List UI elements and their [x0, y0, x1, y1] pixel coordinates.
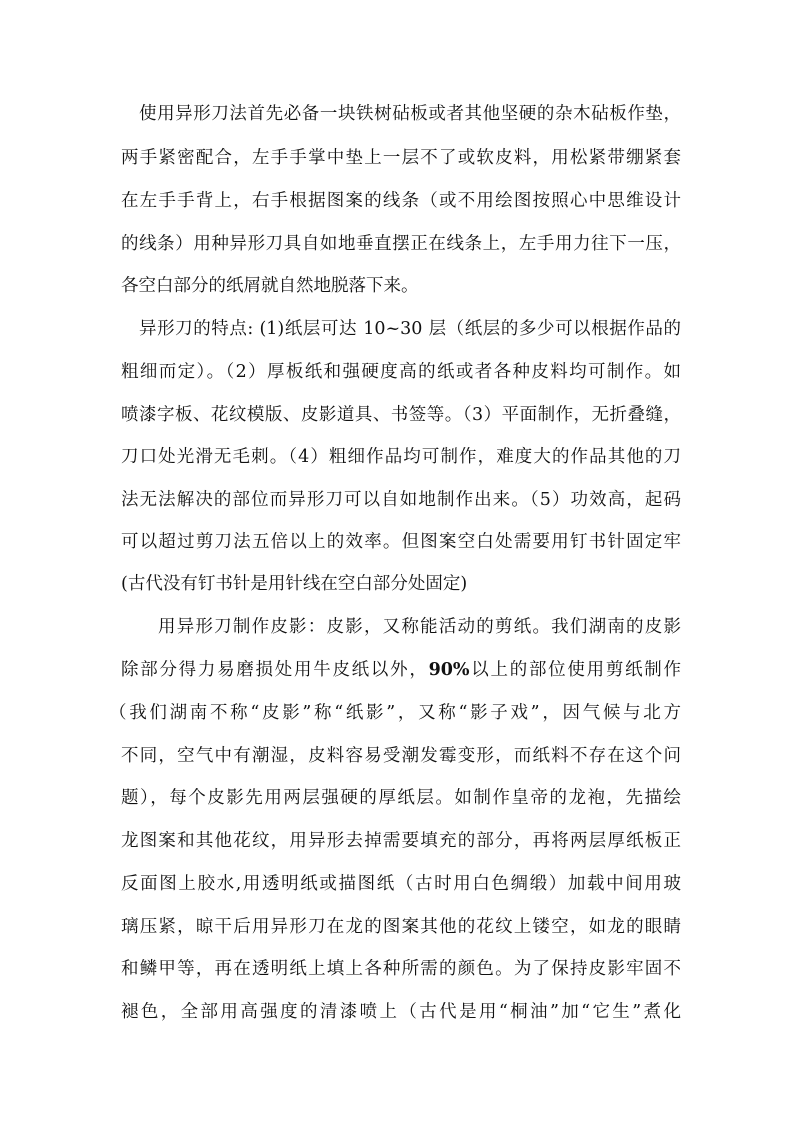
paragraph-2-line-2: 粗细而定）。（2）厚板纸和强硬度高的纸或者各种皮料均可制作。如: [121, 362, 681, 382]
paragraph-3-line-2-after: 以上的部位使用剪纸制作: [469, 660, 682, 680]
paragraph-1-line-4: 的线条）用种异形刀具自如地垂直摆正在线条上，左手用力往下一压，: [121, 234, 681, 254]
paragraph-1-line-2: 两手紧密配合，左手手掌中垫上一层不了或软皮料，用松紧带绷紧套: [121, 148, 681, 168]
paragraph-1-line-3: 在左手手背上，右手根据图案的线条（或不用绘图按照心中思维设计: [121, 191, 681, 211]
paragraph-2-line-5: 法无法解决的部位而异形刀可以自如地制作出来。（5）功效高，起码: [121, 490, 681, 510]
paragraph-1-line-1: 使用异形刀法首先必备一块铁树砧板或者其他坚硬的杂木砧板作垫，: [139, 104, 681, 124]
paragraph-3-line-9: 和鳞甲等，再在透明纸上填上各种所需的颜色。为了保持皮影牢固不: [121, 959, 681, 979]
paragraph-3-line-6: 龙图案和其他花纹，用异形去掉需要填充的部分，再将两层厚纸板正: [121, 831, 681, 851]
paragraph-1-line-5: 各空白部分的纸屑就自然地脱落下来。: [121, 276, 419, 296]
paragraph-3-line-1: 用异形刀制作皮影：皮影，又称能活动的剪纸。我们湖南的皮影: [158, 617, 681, 637]
paragraph-3-line-3: （我们湖南不称“皮影”称“纸影”，又称“影子戏”，因气候与北方: [109, 703, 681, 723]
paragraph-2-line-3: 喷漆字板、花纹模版、皮影道具、书签等。（3）平面制作，无折叠缝，: [121, 405, 681, 425]
paragraph-3-line-7: 反面图上胶水,用透明纸或描图纸（古时用白色绸缎）加载中间用玻: [121, 874, 681, 894]
paragraph-2-line-6: 可以超过剪刀法五倍以上的效率。但图案空白处需要用钉书针固定牢: [121, 532, 681, 552]
paragraph-3-line-4: 不同，空气中有潮湿，皮料容易受潮发霉变形，而纸料不存在这个问: [121, 746, 681, 766]
percentage-value: 90%: [428, 660, 470, 680]
paragraph-2-line-7: (古代没有钉书针是用针线在空白部分处固定): [121, 574, 468, 594]
paragraph-3-line-5: 题），每个皮影先用两层强硬的厚纸层。如制作皇帝的龙袍，先描绘: [121, 788, 681, 808]
paragraph-2-line-4: 刀口处光滑无毛刺。（4）粗细作品均可制作，难度大的作品其他的刀: [121, 447, 681, 467]
paragraph-3-line-2-before: 除部分得力易磨损处用牛皮纸以外，: [121, 660, 429, 680]
paragraph-2-line-1: 异形刀的特点: (1)纸层可达 10~30 层（纸层的多少可以根据作品的: [139, 319, 681, 339]
paragraph-3-line-8: 璃压紧，晾干后用异形刀在龙的图案其他的花纹上镂空，如龙的眼睛: [121, 917, 681, 937]
paragraph-3-line-10: 褪色，全部用高强度的清漆喷上（古代是用“桐油”加“它生”煮化: [121, 1002, 681, 1022]
paragraph-3-line-2: [121, 652, 681, 688]
